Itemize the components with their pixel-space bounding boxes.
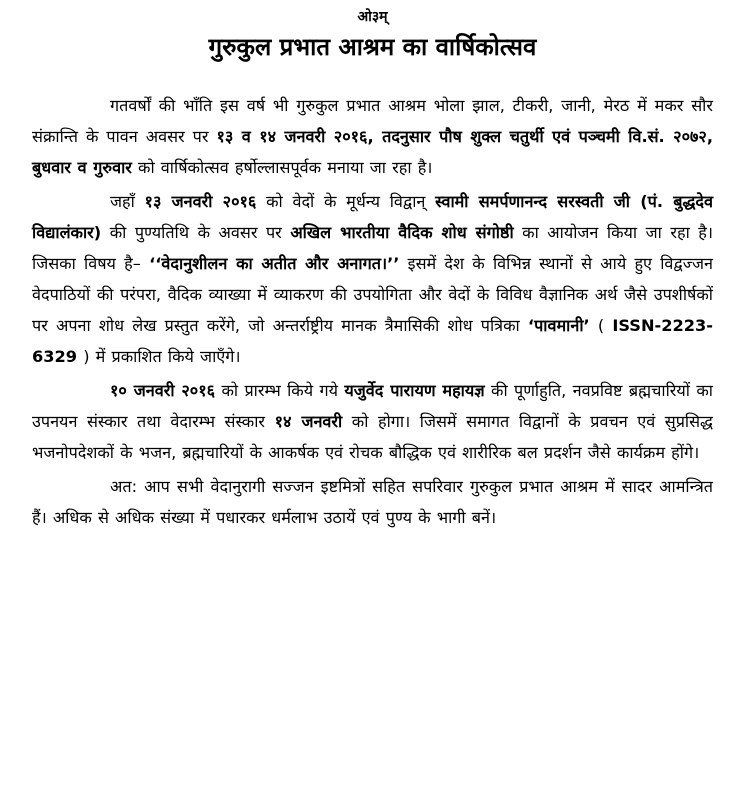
paragraph-2-bold-4: ‘‘वेदानुशीलन का अतीत और अनागत।’’: [149, 254, 400, 273]
paragraph-3-text-2: की पूर्णाहुति, नवप्रविष्ट ब्रह्मचारियों का उपनयन संस्कार तथा वेदारम्भ संस्कार: [32, 381, 713, 431]
paragraph-2-text-3: की पुण्यतिथि के अवसर पर: [101, 223, 291, 242]
paragraph-3-bold-3: १४ जनवरी: [274, 412, 343, 431]
paragraph-2-bold-3: अखिल भारतीया वैदिक शोध संगोष्ठी: [290, 223, 514, 242]
paragraph-3-text-3: को होगा। जिसमें समागत विद्वानों के प्रवचन एवं सुप्रसिद्ध भजनोपदेशकों के भजन, ब्रह्मचारियों के आकर्षक एवं रोचक बौद्धिक एवं शारीरिक बल प्रदर्शन जैसे कार्यक्रम होंगे।: [32, 412, 713, 462]
paragraph-2-bold-2: स्वामी समर्पणानन्द सरस्वती जी (पं. बुद्धदेव विद्यालंकार): [32, 192, 713, 242]
paragraph-4-text-1: अत: आप सभी वेदानुरागी सज्जन इष्टमित्रों सहित सपरिवार गुरुकुल प्रभात आश्रम में सादर आमन्त्रित हैं। अधिक से अधिक संख्या में पधारकर धर्मलाभ उठायें एवं पुण्य के भागी बनें।: [32, 477, 713, 527]
paragraph-2: [32, 186, 713, 372]
paragraph-2-text-5: इसमें देश के विभिन्न स्थानों से आये हुए विद्वज्जन वेदपाठियों की परंपरा, वैदिक व्याख्या में व्याकरण की उपयोगिता और वेदों के विविध वैज्ञानिक अर्थ जैसे उपशीर्षकों पर अपना शोध लेख प्रस्तुत करेंगे, जो अन्तर्राष्ट्रीय मानक त्रैमासिकी शोध पत्रिका: [32, 254, 713, 335]
paragraph-1: [32, 90, 713, 183]
paragraph-1-text-2: को वार्षिकोत्सव हर्षोल्लासपूर्वक मनाया जा रहा है।: [131, 158, 433, 177]
paragraph-4: [32, 471, 713, 533]
paragraph-1-bold-1: १३ व १४ जनवरी २०१६, तदनुसार पौष शुक्ल चतुर्थी एवं पञ्चमी वि.सं. २०७२, बुधवार व गुरुवार: [32, 127, 713, 177]
paragraph-2-text-7: ) में प्रकाशित किये जाएँगे।: [77, 347, 241, 366]
paragraph-2-text-1: जहाँ: [110, 192, 145, 211]
paragraph-2-text-2: को वेदों के मूर्धन्य विद्वान्: [256, 192, 436, 211]
paragraph-3: [32, 375, 713, 468]
paragraph-3-bold-1: १० जनवरी २०१६: [110, 381, 216, 400]
page-title: गुरुकुल प्रभात आश्रम का वार्षिकोत्सव: [208, 33, 537, 61]
paragraph-2-bold-6: ISSN-2223-6329: [32, 316, 713, 366]
om-heading: ओ३म्: [357, 9, 388, 25]
paragraph-1-text-1: गतवर्षों की भाँति इस वर्ष भी गुरुकुल प्रभात आश्रम भोला झाल, टीकरी, जानी, मेरठ में मकर सौर संक्रान्ति के पावन अवसर पर: [32, 96, 713, 146]
paragraph-3-bold-2: यजुर्वेद पारायण महायज्ञ: [344, 381, 485, 400]
paragraph-3-text-1: को प्रारम्भ किये गये: [215, 381, 345, 400]
paragraph-2-bold-1: १३ जनवरी २०१६: [144, 192, 257, 211]
paragraph-2-bold-5: ‘पावमानी’: [527, 316, 590, 335]
paragraph-2-text-6: (: [589, 316, 613, 335]
paragraph-2-text-4: का आयोजन किया जा रहा है। जिसका विषय है–: [32, 223, 713, 273]
